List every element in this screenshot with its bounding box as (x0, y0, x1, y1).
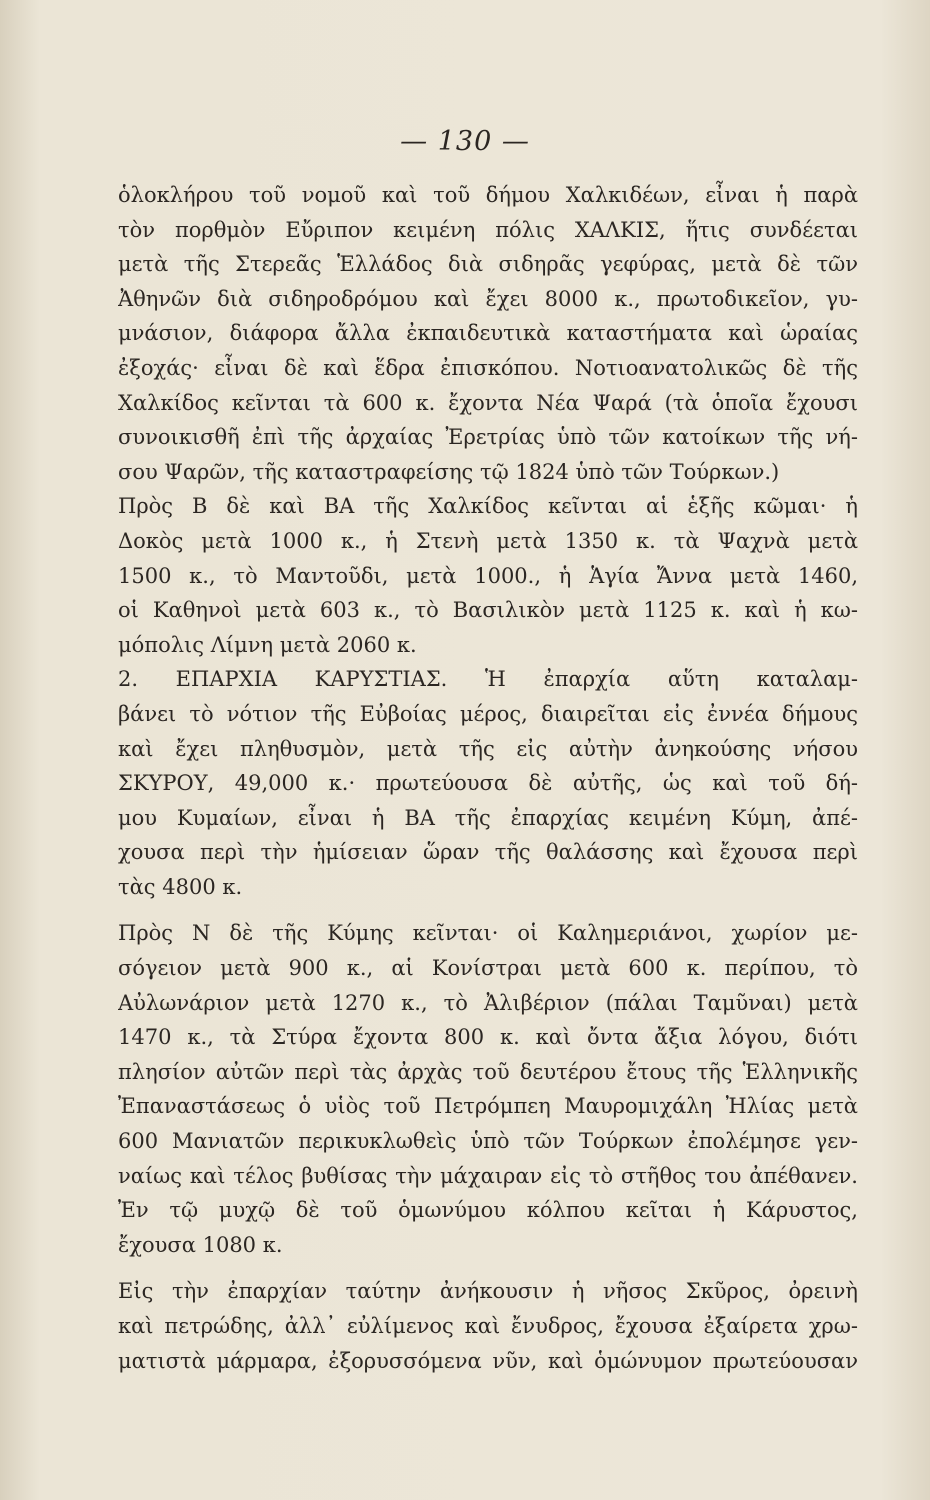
text-line: πλησίον αὐτῶν περὶ τὰς ἀρχὰς τοῦ δευτέρου ἔτους τῆς Ἑλληνικῆς (118, 1059, 858, 1084)
text-line: 600 Μανιατῶν περικυκλωθεὶς ὑπὸ τῶν Τούρκων ἐπολέμησε γεν- (118, 1129, 858, 1154)
text-line: 2. ΕΠΑΡΧΙΑ ΚΑΡΥΣΤΙΑΣ. Ἡ ἐπαρχία αὕτη καταλαμ- (118, 667, 858, 692)
text-line: Χαλκίδος κεῖνται τὰ 600 κ. ἔχοντα Νέα Ψαρά (τὰ ὁποῖα ἔχουσι (118, 390, 858, 415)
text-line: ναίως καὶ τέλος βυθίσας τὴν μάχαιραν εἰς τὸ στῆθος του ἀπέθανεν. (118, 1163, 858, 1188)
text-line: μετὰ τῆς Στερεᾶς Ἑλλάδος διὰ σιδηρᾶς γεφύρας, μετὰ δὲ τῶν (118, 252, 858, 277)
text-line: Εἰς τὴν ἐπαρχίαν ταύτην ἀνήκουσιν ἡ νῆσος Σκῦρος, ὀρεινὴ (118, 1279, 858, 1304)
text-line: ἔχουσα 1080 κ. (118, 1232, 283, 1257)
text-line: μου Κυμαίων, εἶναι ἡ ΒΑ τῆς ἐπαρχίας κειμένη Κύμη, ἀπέ- (118, 805, 858, 830)
page-number: — 130 — (400, 126, 530, 157)
text-line: τὸν πορθμὸν Εὔριπον κειμένη πόλις ΧΑΛΚΙΣ, ἥτις συνδέεται (118, 217, 858, 242)
text-line: Πρὸς Β δὲ καὶ ΒΑ τῆς Χαλκίδος κεῖνται αἱ ἑξῆς κῶμαι· ἡ (118, 494, 858, 519)
text-line: 1500 κ., τὸ Μαντοῦδι, μετὰ 1000., ἡ Ἁγία Ἄννα μετὰ 1460, (118, 563, 858, 588)
text-body (118, 178, 858, 1378)
text-line: ματιστὰ μάρμαρα, ἐξορυσσόμενα νῦν, καὶ ὁμώνυμον πρωτεύουσαν (118, 1348, 858, 1373)
text-line: Ἀθηνῶν διὰ σιδηροδρόμου καὶ ἔχει 8000 κ., πρωτοδικεῖον, γυ- (118, 286, 858, 311)
text-line: μνάσιον, διάφορα ἄλλα ἐκπαιδευτικὰ καταστήματα καὶ ὡραίας (118, 321, 858, 346)
text-line: συνοικισθῆ ἐπὶ τῆς ἀρχαίας Ἐρετρίας ὑπὸ τῶν κατοίκων τῆς νή- (118, 425, 858, 450)
text-line: καὶ ἔχει πληθυσμὸν, μετὰ τῆς εἰς αὐτὴν ἀνηκούσης νήσου (118, 736, 858, 761)
text-line: Δοκὸς μετὰ 1000 κ., ἡ Στενὴ μετὰ 1350 κ. τὰ Ψαχνὰ μετὰ (118, 528, 858, 553)
text-line: ΣΚΥΡΟΥ, 49,000 κ.· πρωτεύουσα δὲ αὐτῆς, ὡς καὶ τοῦ δή- (118, 771, 858, 796)
text-line: σου Ψαρῶν, τῆς καταστραφείσης τῷ 1824 ὑπὸ τῶν Τούρκων.) (118, 459, 780, 484)
text-line: μόπολις Λίμνη μετὰ 2060 κ. (118, 632, 417, 657)
text-line: σόγειον μετὰ 900 κ., αἱ Κονίστραι μετὰ 600 κ. περίπου, τὸ (118, 956, 858, 981)
text-line: Πρὸς Ν δὲ τῆς Κύμης κεῖνται· οἱ Καλημεριάνοι, χωρίον με- (118, 921, 858, 946)
text-line: τὰς 4800 κ. (118, 874, 243, 899)
text-line: Ἐπαναστάσεως ὁ υἱὸς τοῦ Πετρόμπεη Μαυρομιχάλη Ἠλίας μετὰ (118, 1094, 858, 1119)
text-line: οἱ Καθηνοὶ μετὰ 603 κ., τὸ Βασιλικὸν μετὰ 1125 κ. καὶ ἡ κω- (118, 598, 858, 623)
text-line: ἐξοχάς· εἶναι δὲ καὶ ἕδρα ἐπισκόπου. Νοτιοανατολικῶς δὲ τῆς (118, 355, 858, 380)
text-line: Ἐν τῷ μυχῷ δὲ τοῦ ὁμωνύμου κόλπου κεῖται ἡ Κάρυστος, (118, 1198, 858, 1223)
text-line: καὶ πετρώδης, ἀλλ᾽ εὐλίμενος καὶ ἔνυδρος, ἔχουσα ἐξαίρετα χρω- (118, 1314, 858, 1338)
text-line: 1470 κ., τὰ Στύρα ἔχοντα 800 κ. καὶ ὄντα ἄξια λόγου, διότι (118, 1025, 858, 1050)
text-line: βάνει τὸ νότιον τῆς Εὐβοίας μέρος, διαιρεῖται εἰς ἐννέα δήμους (118, 701, 858, 726)
text-line: Αὐλωνάριον μετὰ 1270 κ., τὸ Ἀλιβέριον (πάλαι Ταμῦναι) μετὰ (118, 990, 858, 1015)
text-line: ὁλοκλήρου τοῦ νομοῦ καὶ τοῦ δήμου Χαλκιδέων, εἶναι ἡ παρὰ (118, 183, 858, 207)
text-line: χουσα περὶ τὴν ἡμίσειαν ὥραν τῆς θαλάσσης καὶ ἔχουσα περὶ (118, 840, 858, 865)
